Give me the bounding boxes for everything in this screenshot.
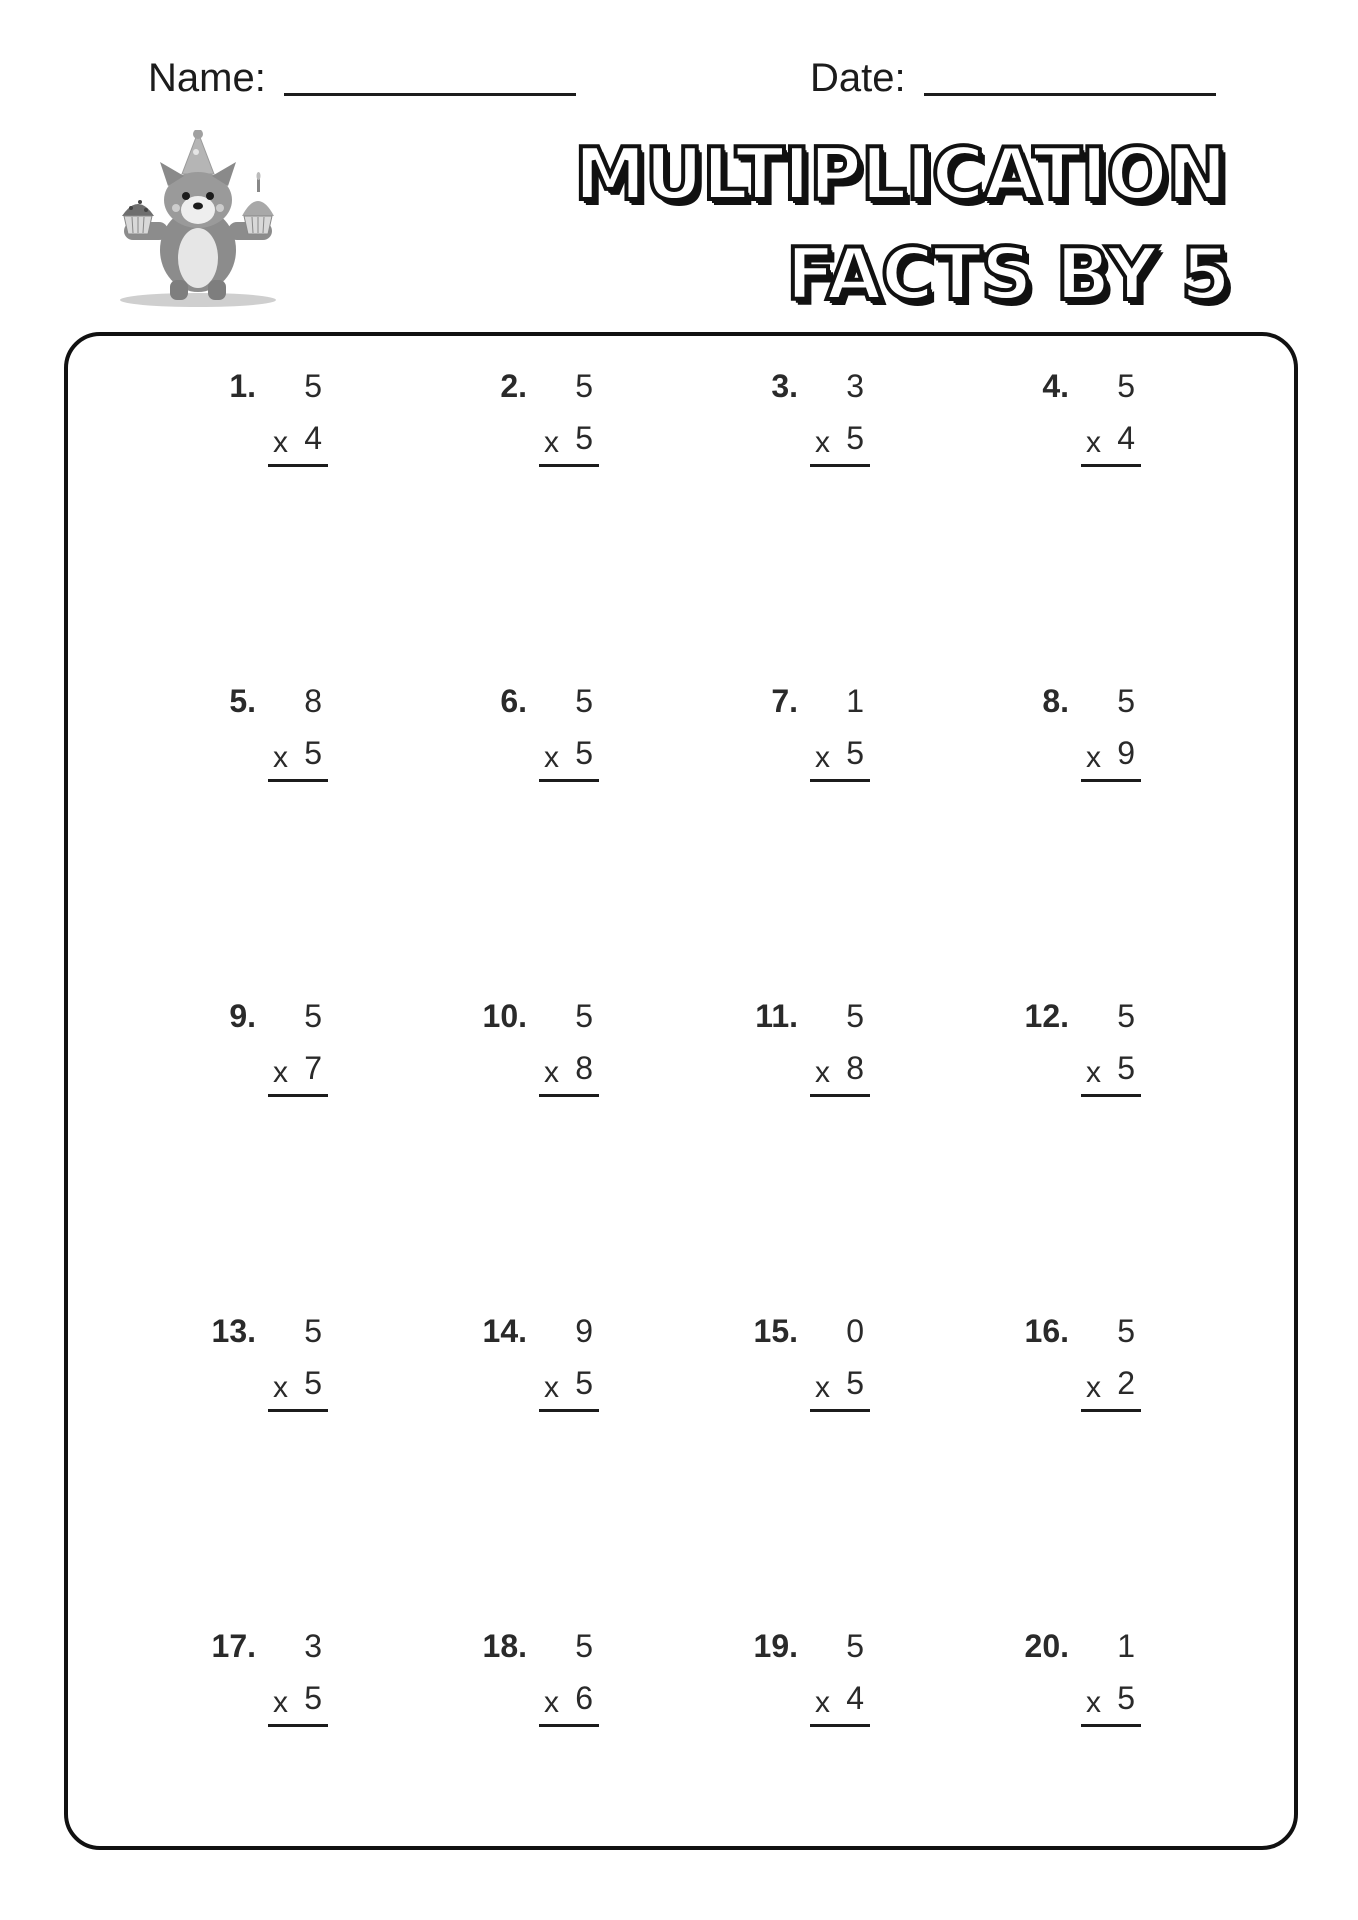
problem-number: 18. [482, 1628, 527, 1664]
multiplicand: 5 [1117, 1313, 1135, 1349]
multiplier: 4 [846, 1680, 864, 1716]
problem-number: 4. [1042, 368, 1069, 404]
multiply-sign: x [1086, 1056, 1101, 1089]
multiply-sign: x [273, 426, 288, 459]
multiplier: 5 [1117, 1680, 1135, 1716]
problem [740, 681, 870, 791]
multiplicand: 3 [846, 368, 864, 404]
answer-line[interactable] [268, 1724, 328, 1727]
worksheet-title [574, 120, 1230, 320]
multiply-sign: x [544, 426, 559, 459]
problem [198, 996, 328, 1106]
multiplier: 4 [1117, 420, 1135, 456]
problem-number: 17. [211, 1628, 256, 1664]
problem-number: 11. [755, 998, 798, 1034]
name-label: Name: [148, 56, 266, 100]
multiplier: 9 [1117, 735, 1135, 771]
multiply-sign: x [1086, 1686, 1101, 1719]
multiplicand: 5 [575, 998, 593, 1034]
date-line[interactable] [924, 93, 1216, 96]
answer-line[interactable] [539, 1094, 599, 1097]
multiply-sign: x [273, 1686, 288, 1719]
problem [469, 996, 599, 1106]
problem [1011, 1311, 1141, 1421]
answer-line[interactable] [539, 1409, 599, 1412]
problem [198, 1311, 328, 1421]
problem [469, 1311, 599, 1421]
problem-number: 13. [211, 1313, 256, 1349]
multiplicand: 5 [304, 1313, 322, 1349]
problem [198, 366, 328, 476]
multiplicand: 5 [846, 998, 864, 1034]
problem-number: 3. [771, 368, 798, 404]
multiplier: 5 [846, 735, 864, 771]
multiplier: 2 [1117, 1365, 1135, 1401]
multiplier: 5 [304, 735, 322, 771]
answer-line[interactable] [268, 779, 328, 782]
problem [1011, 681, 1141, 791]
problem [740, 366, 870, 476]
answer-line[interactable] [810, 1409, 870, 1412]
multiplier: 6 [575, 1680, 593, 1716]
answer-line[interactable] [810, 464, 870, 467]
title-line-1: MULTIPLICATION [574, 132, 1226, 216]
multiplier: 5 [846, 1365, 864, 1401]
title-line-2: FACTS BY 5 [786, 232, 1230, 316]
answer-line[interactable] [810, 779, 870, 782]
answer-line[interactable] [539, 779, 599, 782]
multiplicand: 1 [846, 683, 864, 719]
problem [1011, 366, 1141, 476]
multiply-sign: x [815, 1056, 830, 1089]
problem [198, 681, 328, 791]
problem-number: 1. [229, 368, 256, 404]
multiply-sign: x [544, 1371, 559, 1404]
problem-number: 8. [1042, 683, 1069, 719]
multiplicand: 5 [304, 998, 322, 1034]
multiplicand: 1 [1117, 1628, 1135, 1664]
multiply-sign: x [544, 1686, 559, 1719]
problem-number: 2. [500, 368, 527, 404]
name-field[interactable] [148, 54, 576, 102]
problem [740, 1626, 870, 1736]
multiplier: 4 [304, 420, 322, 456]
multiplicand: 5 [575, 683, 593, 719]
multiplier: 8 [575, 1050, 593, 1086]
name-line[interactable] [284, 93, 576, 96]
multiply-sign: x [1086, 426, 1101, 459]
answer-line[interactable] [1081, 464, 1141, 467]
multiply-sign: x [815, 741, 830, 774]
problem-number: 6. [500, 683, 527, 719]
multiplicand: 5 [846, 1628, 864, 1664]
problem-number: 19. [753, 1628, 798, 1664]
problem [469, 366, 599, 476]
answer-line[interactable] [1081, 1409, 1141, 1412]
date-label: Date: [810, 56, 906, 100]
problem-number: 5. [229, 683, 256, 719]
mascot-shadow [120, 293, 276, 307]
multiplicand: 5 [1117, 998, 1135, 1034]
date-field[interactable] [810, 54, 1216, 102]
problem-number: 14. [482, 1313, 527, 1349]
answer-line[interactable] [539, 464, 599, 467]
multiplicand: 8 [304, 683, 322, 719]
multiplicand: 5 [575, 368, 593, 404]
dog-with-cupcakes-illustration [118, 130, 278, 310]
problem [1011, 1626, 1141, 1736]
multiplier: 5 [575, 420, 593, 456]
multiply-sign: x [273, 1371, 288, 1404]
multiply-sign: x [1086, 741, 1101, 774]
answer-line[interactable] [1081, 1094, 1141, 1097]
multiplicand: 0 [846, 1313, 864, 1349]
answer-line[interactable] [810, 1094, 870, 1097]
problem-number: 15. [753, 1313, 798, 1349]
answer-line[interactable] [1081, 779, 1141, 782]
problem [198, 1626, 328, 1736]
multiplicand: 3 [304, 1628, 322, 1664]
problem-number: 7. [771, 683, 798, 719]
multiplicand: 5 [1117, 683, 1135, 719]
problem [1011, 996, 1141, 1106]
problem-number: 20. [1024, 1628, 1069, 1664]
answer-line[interactable] [268, 464, 328, 467]
multiply-sign: x [273, 741, 288, 774]
multiplier: 5 [575, 735, 593, 771]
multiplier: 5 [304, 1680, 322, 1716]
multiplier: 5 [304, 1365, 322, 1401]
multiply-sign: x [815, 1686, 830, 1719]
problem-number: 10. [482, 998, 527, 1034]
problem [740, 996, 870, 1106]
problem-number: 9. [229, 998, 256, 1034]
multiplier: 5 [846, 420, 864, 456]
answer-line[interactable] [1081, 1724, 1141, 1727]
problem [469, 681, 599, 791]
answer-line[interactable] [539, 1724, 599, 1727]
problem [469, 1626, 599, 1736]
problem-number: 16. [1024, 1313, 1069, 1349]
cupcake-left-icon [122, 200, 154, 234]
problem [740, 1311, 870, 1421]
multiply-sign: x [815, 426, 830, 459]
multiply-sign: x [815, 1371, 830, 1404]
problem-number: 12. [1024, 998, 1069, 1034]
multiply-sign: x [1086, 1371, 1101, 1404]
answer-line[interactable] [268, 1409, 328, 1412]
multiply-sign: x [273, 1056, 288, 1089]
answer-line[interactable] [268, 1094, 328, 1097]
multiply-sign: x [544, 1056, 559, 1089]
cupcake-right-icon [242, 172, 274, 234]
multiply-sign: x [544, 741, 559, 774]
multiplicand: 5 [575, 1628, 593, 1664]
multiplicand: 5 [1117, 368, 1135, 404]
multiplier: 8 [846, 1050, 864, 1086]
multiplicand: 9 [575, 1313, 593, 1349]
multiplicand: 5 [304, 368, 322, 404]
answer-line[interactable] [810, 1724, 870, 1727]
multiplier: 5 [575, 1365, 593, 1401]
multiplier: 7 [304, 1050, 322, 1086]
multiplier: 5 [1117, 1050, 1135, 1086]
